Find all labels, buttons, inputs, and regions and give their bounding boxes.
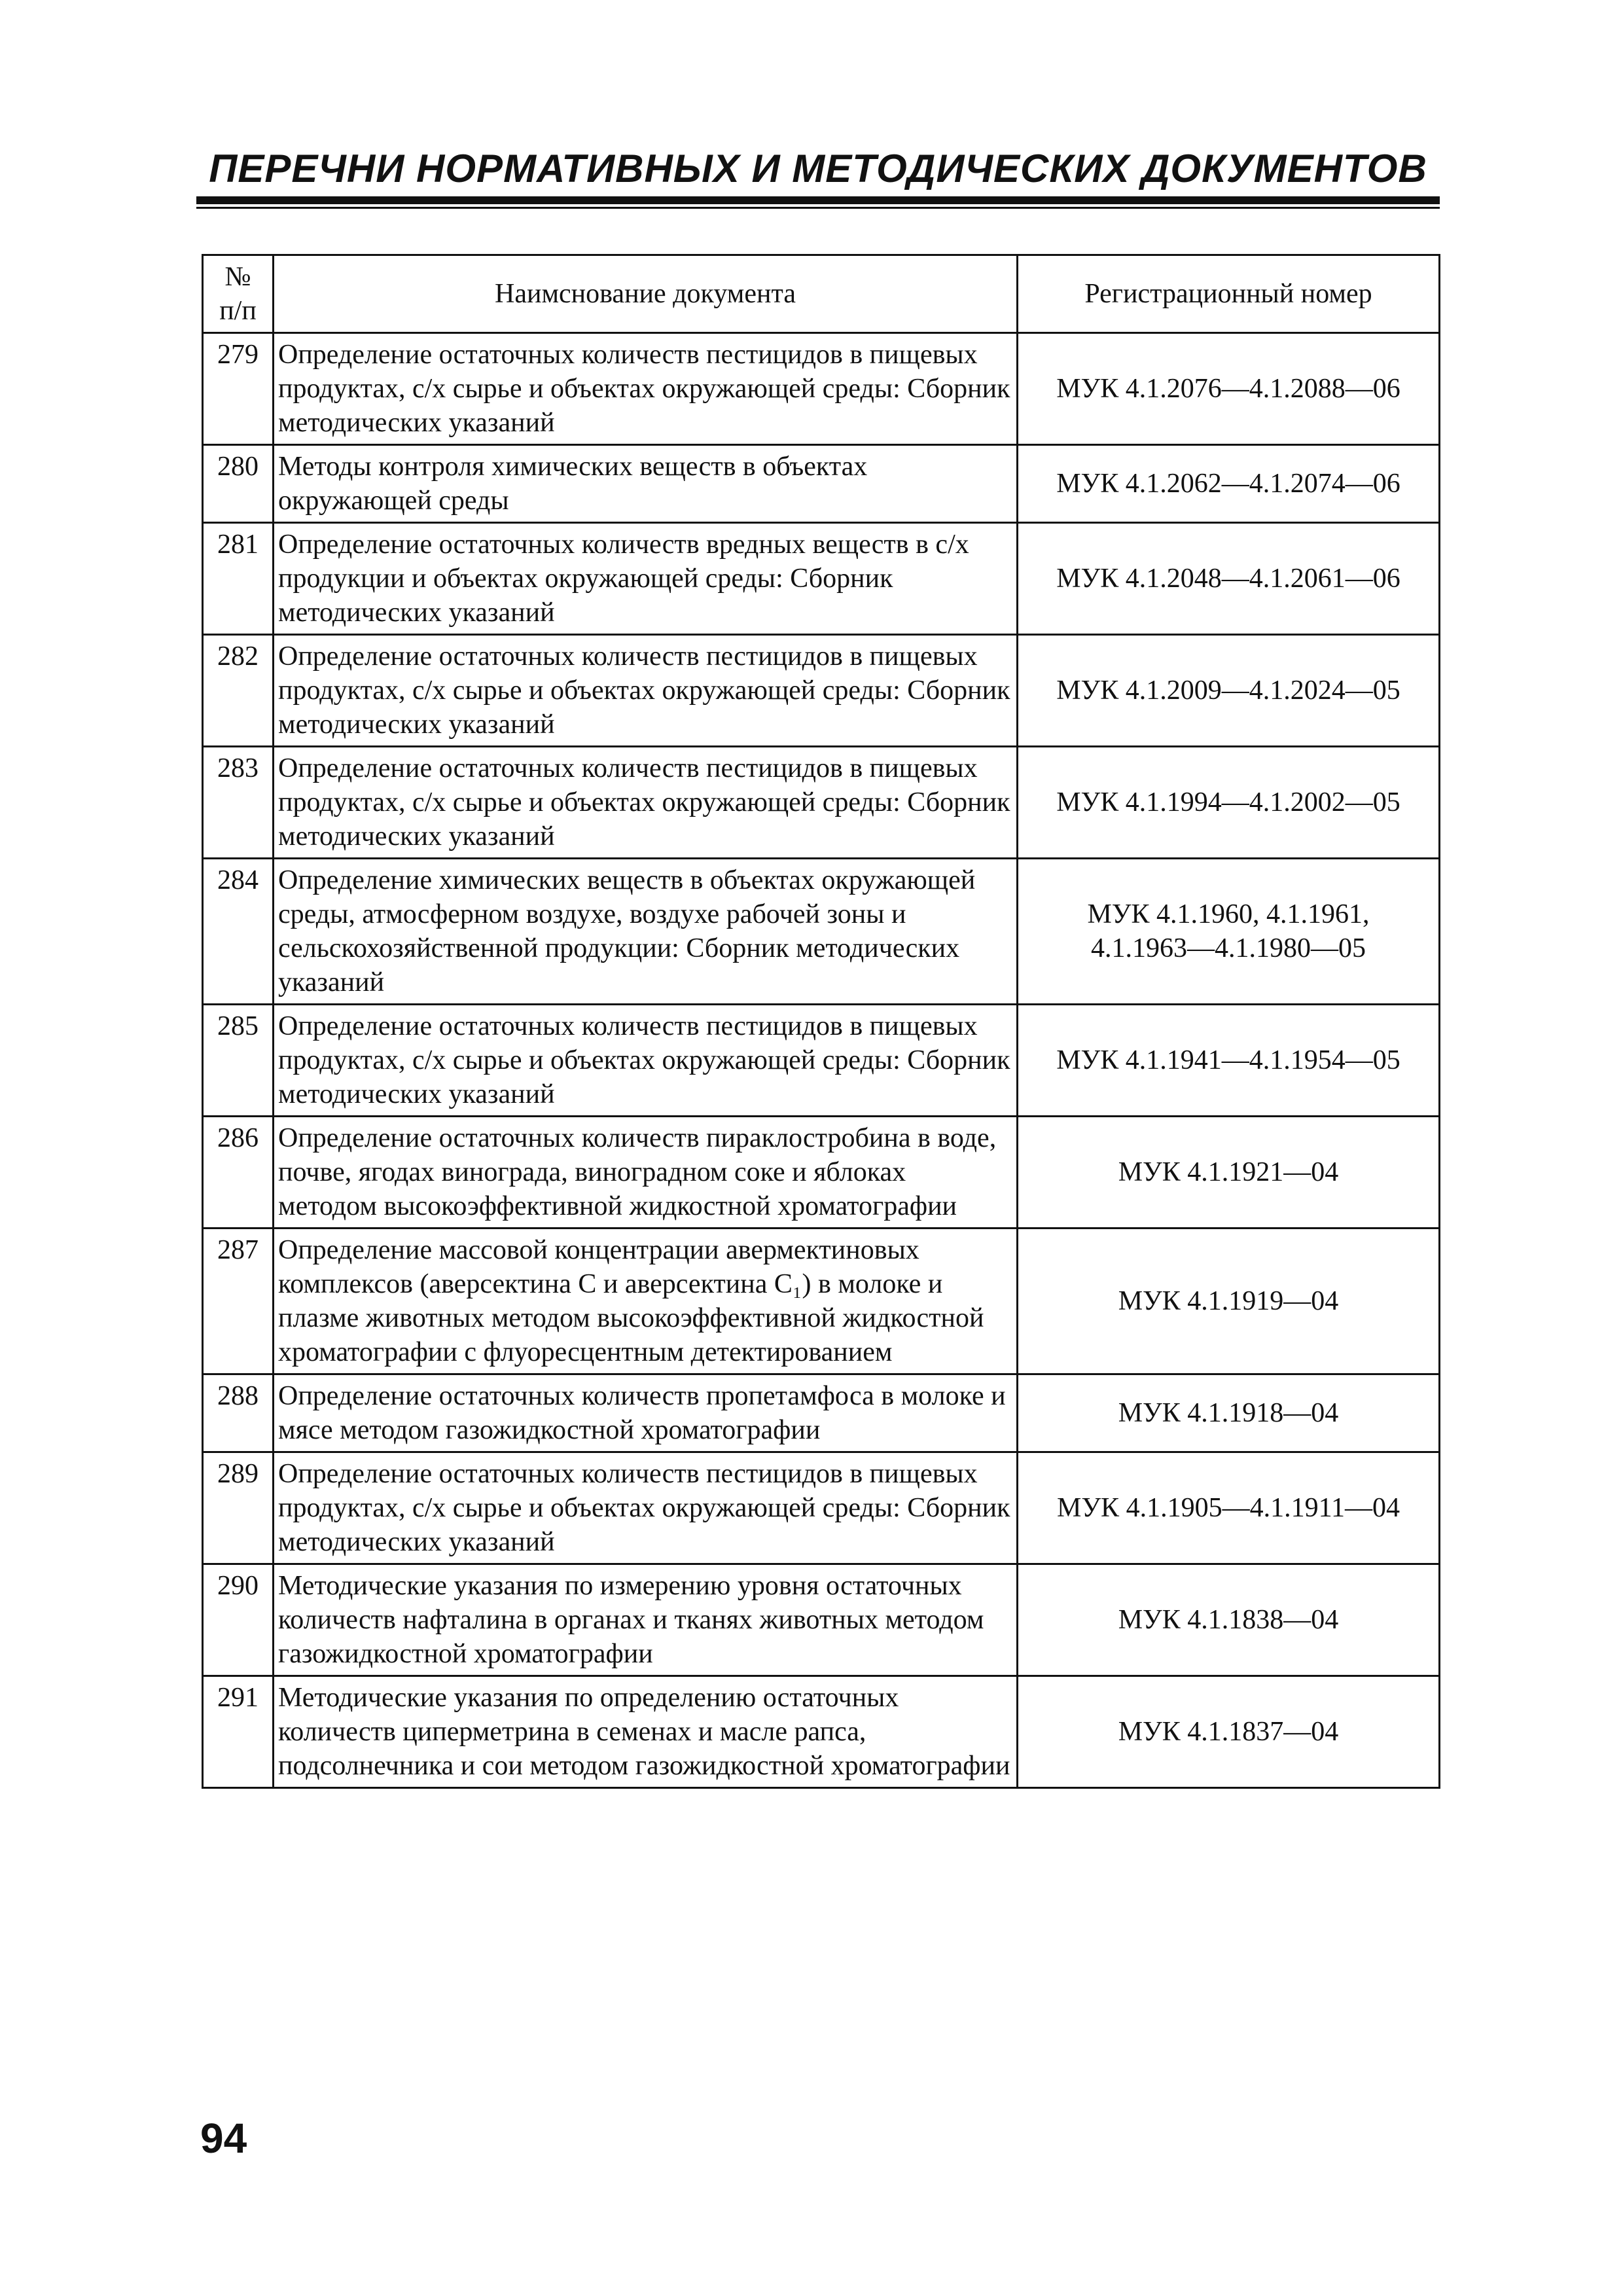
column-header-number: № п/п — [203, 255, 274, 333]
registration-number: МУК 4.1.1941—4.1.1954—05 — [1018, 1005, 1440, 1117]
row-number: 283 — [203, 747, 274, 859]
table-body — [203, 333, 1440, 1788]
row-number: 287 — [203, 1229, 274, 1374]
document-name: Определение остаточных количеств пестицидов в пищевых продуктах, с/х сырье и объектах окружающей среды: Сборник методических указаний — [274, 747, 1018, 859]
header-rule-thick — [196, 196, 1440, 204]
document-name: Определение остаточных количеств пираклостробина в воде, почве, ягодах винограда, виноградном соке и яблоках методом высокоэффективной жидкостной хроматографии — [274, 1117, 1018, 1229]
row-number: 286 — [203, 1117, 274, 1229]
column-header-reg: Регистрационный номер — [1018, 255, 1440, 333]
table-row — [203, 1374, 1440, 1452]
document-name: Методические указания по измерению уровня остаточных количеств нафталина в органах и тканях животных методом газожидкостной хроматографии — [274, 1564, 1018, 1676]
registration-number: МУК 4.1.2009—4.1.2024—05 — [1018, 635, 1440, 747]
table-row — [203, 1676, 1440, 1788]
table-row — [203, 747, 1440, 859]
documents-table — [202, 254, 1440, 1789]
table-row — [203, 523, 1440, 635]
document-name: Определение остаточных количеств пестицидов в пищевых продуктах, с/х сырье и объектах окружающей среды: Сборник методических указаний — [274, 635, 1018, 747]
table-row — [203, 1005, 1440, 1117]
table-row — [203, 1117, 1440, 1229]
document-name: Методические указания по определению остаточных количеств циперметрина в семенах и масле рапса, подсолнечника и сои методом газожидкостной хроматографии — [274, 1676, 1018, 1788]
document-name: Определение остаточных количеств пестицидов в пищевых продуктах, с/х сырье и объектах окружающей среды: Сборник методических указаний — [274, 333, 1018, 445]
row-number: 284 — [203, 859, 274, 1005]
registration-number: МУК 4.1.1838—04 — [1018, 1564, 1440, 1676]
row-number: 281 — [203, 523, 274, 635]
registration-number: МУК 4.1.2062—4.1.2074—06 — [1018, 445, 1440, 523]
document-name: Определение остаточных количеств вредных веществ в с/х продукции и объектах окружающей среды: Сборник методических указаний — [274, 523, 1018, 635]
table-row — [203, 1564, 1440, 1676]
row-number: 290 — [203, 1564, 274, 1676]
registration-number: МУК 4.1.1921—04 — [1018, 1117, 1440, 1229]
registration-number: МУК 4.1.2048—4.1.2061—06 — [1018, 523, 1440, 635]
table-header-row — [203, 255, 1440, 333]
registration-number: МУК 4.1.1960, 4.1.1961, 4.1.1963—4.1.1980—05 — [1018, 859, 1440, 1005]
registration-number: МУК 4.1.1905—4.1.1911—04 — [1018, 1452, 1440, 1564]
document-name: Определение остаточных количеств пестицидов в пищевых продуктах, с/х сырье и объектах окружающей среды: Сборник методических указаний — [274, 1005, 1018, 1117]
registration-number: МУК 4.1.1994—4.1.2002—05 — [1018, 747, 1440, 859]
registration-number: МУК 4.1.2076—4.1.2088—06 — [1018, 333, 1440, 445]
document-name: Определение массовой концентрации авермектиновых комплексов (аверсектина С и аверсектина С₁) в молоке и плазме животных методом высокоэффективной жидкостной хроматографии с флуоресцентным детектированием — [274, 1229, 1018, 1374]
row-number: 280 — [203, 445, 274, 523]
registration-number: МУК 4.1.1919—04 — [1018, 1229, 1440, 1374]
registration-number: МУК 4.1.1837—04 — [1018, 1676, 1440, 1788]
row-number: 285 — [203, 1005, 274, 1117]
document-name: Определение остаточных количеств пропетамфоса в молоке и мясе методом газожидкостной хроматографии — [274, 1374, 1018, 1452]
table-row — [203, 333, 1440, 445]
page-number: 94 — [200, 2115, 247, 2162]
document-name: Определение остаточных количеств пестицидов в пищевых продуктах, с/х сырье и объектах окружающей среды: Сборник методических указаний — [274, 1452, 1018, 1564]
row-number: 282 — [203, 635, 274, 747]
row-number: 291 — [203, 1676, 274, 1788]
page-header — [196, 149, 1440, 209]
row-number: 289 — [203, 1452, 274, 1564]
row-number: 279 — [203, 333, 274, 445]
document-name: Методы контроля химических веществ в объектах окружающей среды — [274, 445, 1018, 523]
table-row — [203, 635, 1440, 747]
table-row — [203, 1229, 1440, 1374]
column-header-name: Наимснование документа — [274, 255, 1018, 333]
registration-number: МУК 4.1.1918—04 — [1018, 1374, 1440, 1452]
table-row — [203, 445, 1440, 523]
header-rule-thin — [196, 207, 1440, 209]
row-number: 288 — [203, 1374, 274, 1452]
table-row — [203, 859, 1440, 1005]
table-row — [203, 1452, 1440, 1564]
page-title: ПЕРЕЧНИ НОРМАТИВНЫХ И МЕТОДИЧЕСКИХ ДОКУМЕНТОВ — [209, 147, 1427, 190]
document-name: Определение химических веществ в объектах окружающей среды, атмосферном воздухе, воздухе рабочей зоны и сельскохозяйственной продукции: Сборник методических указаний — [274, 859, 1018, 1005]
